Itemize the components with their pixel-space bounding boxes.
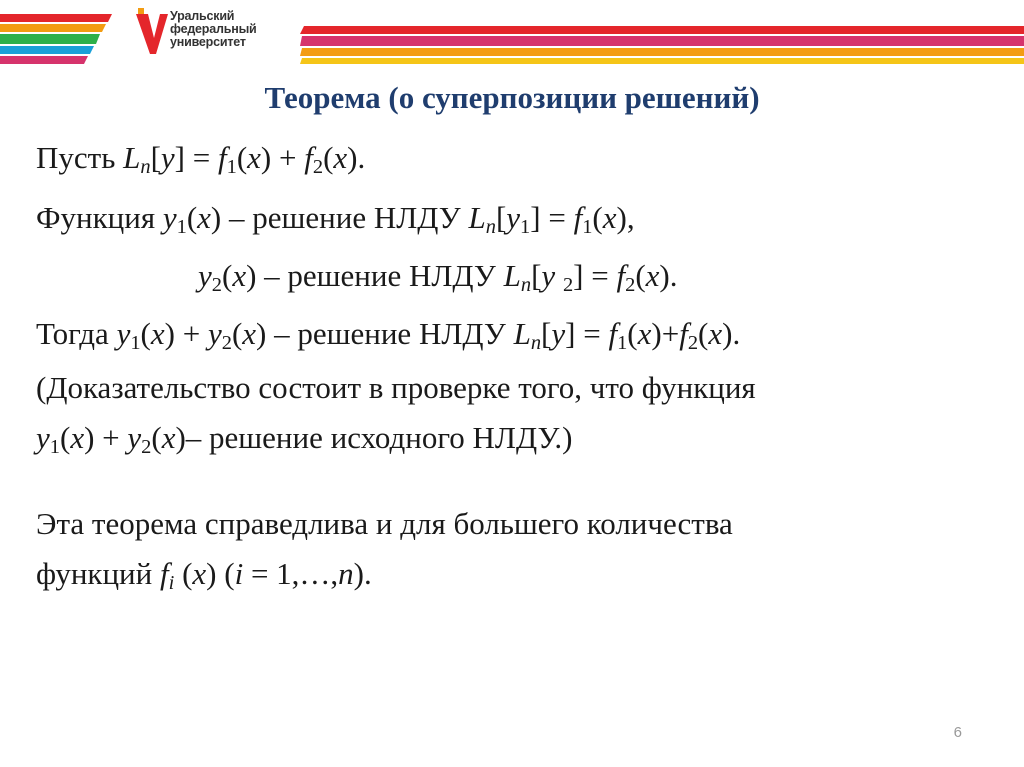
line-6 <box>36 420 573 459</box>
header-stripes-left <box>0 14 118 66</box>
line-4-prefix: Тогда <box>36 316 109 351</box>
line-1-prefix: Пусть <box>36 140 116 175</box>
line-6-formula: $y_1(x) + y_2(x)$ <box>36 420 186 459</box>
line-8 <box>36 556 372 595</box>
line-4 <box>36 316 741 355</box>
line-2-formula-a: $y_1(x)$ <box>162 200 222 239</box>
line-4-text: – решение НЛДУ <box>274 316 506 351</box>
logo-text <box>170 10 257 49</box>
line-2 <box>36 200 635 239</box>
logo-line-2: федеральный <box>170 22 257 36</box>
line-3-formula-b: $L_n[y$ $_2] = f_2(x)$. <box>503 258 678 297</box>
line-5: (Доказательство состоит в проверке того, что функция <box>36 370 756 405</box>
line-1-formula: $L_n[y] = f_1(x) + f_2(x)$. <box>123 140 366 179</box>
line-3 <box>198 258 678 297</box>
line-4-formula-a: $y_1(x) + y_2(x)$ <box>116 316 267 355</box>
page-number: 6 <box>953 724 962 741</box>
line-2-prefix: Функция <box>36 200 156 235</box>
university-logo-icon <box>134 8 174 60</box>
line-3-text: – решение НЛДУ <box>264 258 496 293</box>
line-3-formula-a: $y_2(x)$ <box>198 258 257 297</box>
line-8-formula: $f_i$ (x) (i = 1,…,n). <box>160 556 372 595</box>
line-1 <box>36 140 366 179</box>
line-2-formula-b: $L_n[y_1] = f_1(x)$, <box>468 200 635 239</box>
line-7: Эта теорема справедлива и для большего количества <box>36 506 733 541</box>
header-stripes-right <box>300 26 1024 66</box>
logo-line-3: университет <box>170 35 246 49</box>
line-2-text: – решение НЛДУ <box>229 200 461 235</box>
line-6-text: – решение исходного НЛДУ.) <box>185 420 573 455</box>
line-4-formula-b: $L_n[y] = f_1(x)+f_2(x)$. <box>513 316 741 355</box>
university-logo <box>134 8 304 64</box>
slide-title: Теорема (о суперпозиции решений) <box>264 80 760 115</box>
line-8-prefix: функций <box>36 556 153 591</box>
logo-line-1: Уральский <box>170 9 235 23</box>
